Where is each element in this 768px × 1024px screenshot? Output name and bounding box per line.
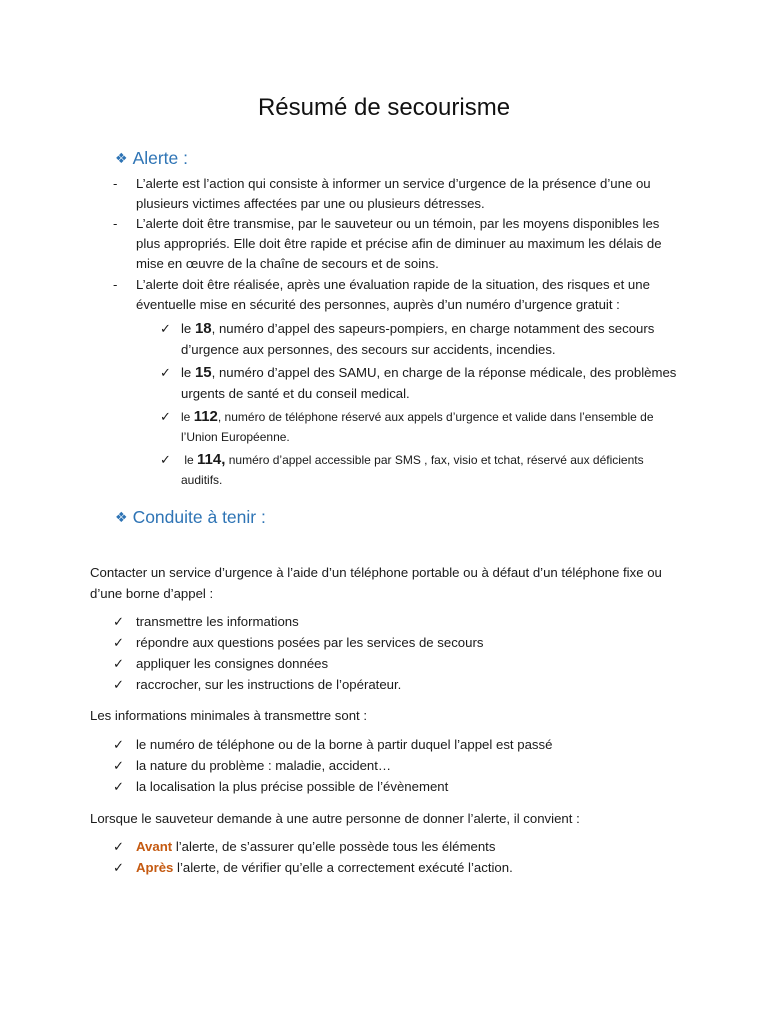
checklist-item [113,612,299,632]
checklist-item [113,858,513,878]
dash-bullet: - [113,216,118,231]
checklist-item-text: l’alerte, de s’assurer qu’elle possède tous les éléments [172,839,496,854]
diamond-bullet-icon: ❖ [115,150,128,166]
section-heading-label: Alerte : [132,148,189,168]
paragraph: Les informations minimales à transmettre sont : [90,708,368,723]
check-icon: ✓ [160,321,171,336]
check-icon: ✓ [113,860,125,875]
dash-bullet: - [113,277,118,292]
number-prefix: le [181,453,198,467]
checklist-item [113,837,495,857]
checklist-item [113,756,391,776]
checklist-item-text: raccrocher, sur les instructions de l’opérateur. [136,677,402,692]
checklist-item [113,777,448,797]
number-description: , numéro d’appel des SAMU, en charge de la réponse médicale, des problèmes urgents de santé et du conseil medical. [181,365,677,401]
checklist-item-text: la nature du problème : maladie, accident… [136,758,392,773]
number-prefix: le [181,321,195,336]
section-heading-label: Conduite à tenir : [132,507,266,527]
section-heading-conduite [115,507,266,528]
diamond-bullet-icon: ❖ [115,509,128,525]
list-item-text: L’alerte est l’action qui consiste à informer un service d’urgence de la présence d’une ou plusieurs victimes affectées par une ou plusieurs détresses. [136,176,651,211]
number-description: , numéro de téléphone réservé aux appels d’urgence et valide dans l’ensemble de l’Union Européenne. [181,410,654,444]
check-icon: ✓ [160,365,171,380]
checklist-item-text: le numéro de téléphone ou de la borne à partir duquel l’appel est passé [136,737,553,752]
number-prefix: le [181,365,195,380]
paragraph: Lorsque le sauveteur demande à une autre personne de donner l’alerte, il convient : [90,811,580,826]
check-icon: ✓ [113,779,125,794]
check-icon: ✓ [113,737,125,752]
check-icon: ✓ [113,635,125,650]
keyword-apres: Après [136,860,174,875]
checklist-item-text: la localisation la plus précise possible de l’évènement [136,779,449,794]
check-icon: ✓ [113,758,125,773]
check-icon: ✓ [160,409,171,424]
emergency-number: 114, [197,451,226,468]
checklist-item-text: répondre aux questions posées par les services de secours [136,635,484,650]
check-icon: ✓ [113,677,125,692]
emergency-number: 15 [194,364,212,381]
check-icon: ✓ [113,614,125,629]
checklist-item [113,633,483,653]
number-description: , numéro d’appel des sapeurs-pompiers, en charge notamment des secours d’urgence aux personnes, des secours sur accidents, incendies. [181,321,655,357]
dash-bullet: - [113,176,118,191]
checklist-item [113,675,401,695]
number-description: numéro d’appel accessible par SMS , fax, visio et tchat, réservé aux déficients auditifs. [181,453,644,487]
number-prefix: le [181,410,194,424]
emergency-number: 112 [193,408,218,425]
paragraph: Contacter un service d’urgence à l’aide d’un téléphone portable ou à défaut d’un téléphone fixe ou d’une borne d’appel : [90,565,662,601]
checklist-item-text: appliquer les consignes données [136,656,329,671]
keyword-avant: Avant [136,839,173,854]
section-heading-alerte [115,148,188,169]
list-item-text: L’alerte doit être transmise, par le sauveteur ou un témoin, par les moyens disponibles les plus appropriés. Elle doit être rapide et précise afin de diminuer au maximum les délais de mise en œuvre de la chaîne de secours et de soins. [136,216,662,271]
checklist-item-text: transmettre les informations [136,614,299,629]
page-title: Résumé de secourisme [257,94,511,121]
emergency-number: 18 [194,320,212,337]
checklist-item [113,735,552,755]
check-icon: ✓ [160,452,171,467]
check-icon: ✓ [113,839,125,854]
check-icon: ✓ [113,656,125,671]
list-item-text: L’alerte doit être réalisée, après une évaluation rapide de la situation, des risques et une éventuelle mise en sécurité des personnes, auprès d’un numéro d’urgence gratuit : [136,277,650,312]
checklist-item [113,654,328,674]
checklist-item-text: l’alerte, de vérifier qu’elle a correctement exécuté l’action. [173,860,513,875]
